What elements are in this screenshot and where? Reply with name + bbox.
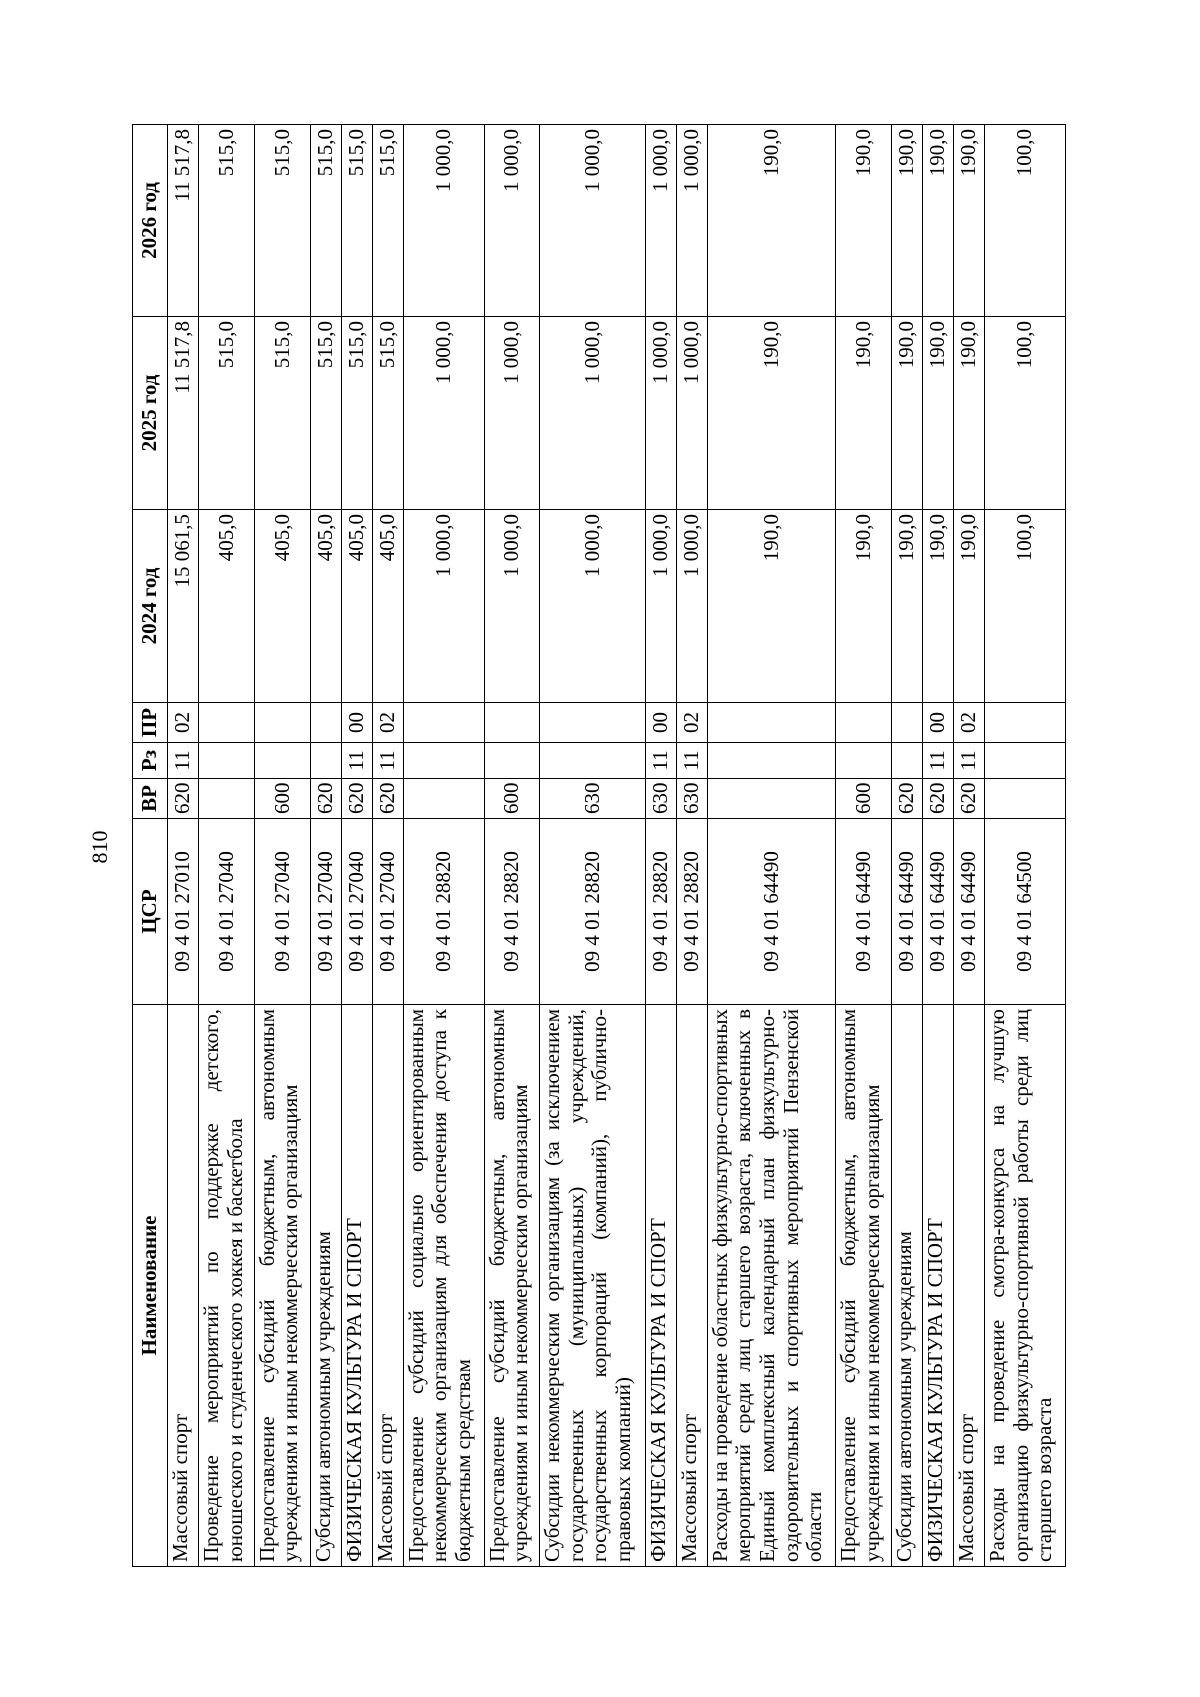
cell-csr: 09 4 01 27040 [254, 819, 310, 1005]
cell-2025: 1 000,0 [484, 317, 540, 510]
cell-vr [707, 779, 835, 819]
cell-2026: 1 000,0 [540, 125, 646, 317]
cell-2026: 100,0 [985, 125, 1066, 317]
cell-csr: 09 4 01 27040 [199, 819, 255, 1005]
cell-vr: 620 [168, 779, 199, 819]
cell-vr: 620 [341, 779, 372, 819]
cell-rz: 11 [954, 743, 985, 779]
cell-name: Массовый спорт [372, 1005, 403, 1567]
cell-2025: 11 517,8 [168, 317, 199, 510]
cell-rz [403, 743, 484, 779]
cell-2026: 190,0 [954, 125, 985, 317]
cell-name: ФИЗИЧЕСКАЯ КУЛЬТУРА И СПОРТ [645, 1005, 676, 1567]
cell-rz [540, 743, 646, 779]
cell-rz: 11 [923, 743, 954, 779]
table-row [484, 125, 540, 1567]
cell-name: Предоставление субсидий бюджетным, автономным учреждениям и иным некоммерческим организациям [254, 1005, 310, 1567]
cell-2025: 1 000,0 [676, 317, 707, 510]
cell-2024: 405,0 [199, 510, 255, 703]
page-number: 810 [87, 830, 112, 864]
cell-name: Проведение мероприятий по поддержке детского, юношеского и студенческого хоккея и баскетбола [199, 1005, 255, 1567]
cell-vr: 600 [254, 779, 310, 819]
cell-pr [985, 703, 1066, 743]
cell-vr: 630 [645, 779, 676, 819]
cell-csr: 09 4 01 28820 [676, 819, 707, 1005]
cell-2026: 1 000,0 [676, 125, 707, 317]
cell-rz: 11 [645, 743, 676, 779]
cell-csr: 09 4 01 27040 [372, 819, 403, 1005]
table-row [540, 125, 646, 1567]
rotated-table-container [132, 125, 1066, 1567]
table-header-row [133, 125, 168, 1567]
table-row [892, 125, 923, 1567]
cell-vr [403, 779, 484, 819]
cell-2025: 190,0 [707, 317, 835, 510]
cell-pr: 02 [168, 703, 199, 743]
cell-name: ФИЗИЧЕСКАЯ КУЛЬТУРА И СПОРТ [341, 1005, 372, 1567]
cell-2025: 1 000,0 [540, 317, 646, 510]
cell-name: Массовый спорт [168, 1005, 199, 1567]
cell-csr: 09 4 01 27010 [168, 819, 199, 1005]
cell-rz: 11 [341, 743, 372, 779]
cell-csr: 09 4 01 28820 [403, 819, 484, 1005]
cell-rz [707, 743, 835, 779]
cell-2024: 405,0 [372, 510, 403, 703]
cell-vr: 630 [540, 779, 646, 819]
cell-2024: 190,0 [923, 510, 954, 703]
cell-2025: 515,0 [372, 317, 403, 510]
cell-2024: 190,0 [707, 510, 835, 703]
cell-name: Расходы на проведение смотра-конкурса на лучшую организацию физкультурно-спортивной работы среди лиц старшего возраста [985, 1005, 1066, 1567]
cell-2025: 515,0 [199, 317, 255, 510]
cell-pr [310, 703, 341, 743]
cell-vr [199, 779, 255, 819]
cell-2024: 15 061,5 [168, 510, 199, 703]
cell-2026: 515,0 [199, 125, 255, 317]
header-rz: Рз [133, 743, 168, 779]
table-row [954, 125, 985, 1567]
cell-2026: 1 000,0 [403, 125, 484, 317]
cell-rz [199, 743, 255, 779]
cell-2026: 190,0 [923, 125, 954, 317]
cell-vr: 620 [954, 779, 985, 819]
cell-2026: 190,0 [707, 125, 835, 317]
table-row [985, 125, 1066, 1567]
header-csr: ЦСР [133, 819, 168, 1005]
cell-2025: 515,0 [341, 317, 372, 510]
cell-pr: 00 [341, 703, 372, 743]
cell-name: Субсидии некоммерческим организациям (за исключением государственных (муниципальных) учреждений, государственных корпораций (компаний), публично-правовых компаний) [540, 1005, 646, 1567]
cell-pr: 00 [645, 703, 676, 743]
cell-pr [403, 703, 484, 743]
cell-pr [484, 703, 540, 743]
cell-2025: 190,0 [923, 317, 954, 510]
cell-2024: 190,0 [836, 510, 892, 703]
table-row [254, 125, 310, 1567]
cell-name: Расходы на проведение областных физкультурно-спортивных мероприятий среди лиц старшего возраста, включенных в Единый комплексный календарный план физкультурно-оздоровительных и спортивных мероприятий Пензенской области [707, 1005, 835, 1567]
cell-2025: 190,0 [954, 317, 985, 510]
cell-2025: 190,0 [836, 317, 892, 510]
table-row [707, 125, 835, 1567]
cell-rz: 11 [676, 743, 707, 779]
header-pr: ПР [133, 703, 168, 743]
cell-rz [836, 743, 892, 779]
cell-csr: 09 4 01 64490 [892, 819, 923, 1005]
cell-rz [484, 743, 540, 779]
cell-pr: 00 [923, 703, 954, 743]
cell-2026: 515,0 [310, 125, 341, 317]
cell-csr: 09 4 01 27040 [341, 819, 372, 1005]
table-row [341, 125, 372, 1567]
cell-2024: 405,0 [341, 510, 372, 703]
header-2026: 2026 год [133, 125, 168, 317]
budget-table [132, 124, 1066, 1567]
cell-rz [310, 743, 341, 779]
cell-pr: 02 [676, 703, 707, 743]
cell-pr [254, 703, 310, 743]
cell-2026: 11 517,8 [168, 125, 199, 317]
cell-vr: 620 [372, 779, 403, 819]
cell-vr: 620 [892, 779, 923, 819]
cell-csr: 09 4 01 27040 [310, 819, 341, 1005]
cell-pr: 02 [372, 703, 403, 743]
cell-pr [540, 703, 646, 743]
cell-2025: 1 000,0 [403, 317, 484, 510]
table-row [168, 125, 199, 1567]
table-row [403, 125, 484, 1567]
cell-csr: 09 4 01 64490 [707, 819, 835, 1005]
cell-2024: 1 000,0 [540, 510, 646, 703]
cell-vr [985, 779, 1066, 819]
cell-csr: 09 4 01 64490 [954, 819, 985, 1005]
cell-csr: 09 4 01 28820 [540, 819, 646, 1005]
header-2025: 2025 год [133, 317, 168, 510]
header-2024: 2024 год [133, 510, 168, 703]
cell-name: Массовый спорт [954, 1005, 985, 1567]
cell-pr [836, 703, 892, 743]
cell-csr: 09 4 01 64490 [923, 819, 954, 1005]
table-row [372, 125, 403, 1567]
cell-vr: 620 [923, 779, 954, 819]
cell-2024: 1 000,0 [645, 510, 676, 703]
cell-vr: 600 [484, 779, 540, 819]
cell-rz [892, 743, 923, 779]
table-row [676, 125, 707, 1567]
cell-vr: 620 [310, 779, 341, 819]
cell-2026: 1 000,0 [484, 125, 540, 317]
cell-name: Предоставление субсидий бюджетным, автономным учреждениям и иным некоммерческим организациям [484, 1005, 540, 1567]
cell-2024: 1 000,0 [403, 510, 484, 703]
cell-rz [254, 743, 310, 779]
cell-2024: 405,0 [310, 510, 341, 703]
header-vr: ВР [133, 779, 168, 819]
cell-pr [199, 703, 255, 743]
table-row [923, 125, 954, 1567]
cell-2024: 1 000,0 [676, 510, 707, 703]
cell-2026: 190,0 [836, 125, 892, 317]
cell-rz: 11 [168, 743, 199, 779]
cell-2026: 515,0 [372, 125, 403, 317]
cell-name: ФИЗИЧЕСКАЯ КУЛЬТУРА И СПОРТ [923, 1005, 954, 1567]
cell-2025: 515,0 [310, 317, 341, 510]
cell-name: Массовый спорт [676, 1005, 707, 1567]
cell-pr: 02 [954, 703, 985, 743]
cell-2024: 405,0 [254, 510, 310, 703]
cell-name: Предоставление субсидий бюджетным, автономным учреждениям и иным некоммерческим организациям [836, 1005, 892, 1567]
cell-2025: 190,0 [892, 317, 923, 510]
table-row [310, 125, 341, 1567]
cell-2025: 515,0 [254, 317, 310, 510]
cell-2024: 100,0 [985, 510, 1066, 703]
table-row [836, 125, 892, 1567]
cell-csr: 09 4 01 28820 [645, 819, 676, 1005]
cell-pr [892, 703, 923, 743]
cell-2024: 190,0 [892, 510, 923, 703]
cell-pr [707, 703, 835, 743]
cell-2024: 1 000,0 [484, 510, 540, 703]
cell-2024: 190,0 [954, 510, 985, 703]
cell-vr: 630 [676, 779, 707, 819]
cell-2025: 100,0 [985, 317, 1066, 510]
cell-name: Субсидии автономным учреждениям [310, 1005, 341, 1567]
cell-rz [985, 743, 1066, 779]
table-row [199, 125, 255, 1567]
cell-2026: 515,0 [254, 125, 310, 317]
cell-rz: 11 [372, 743, 403, 779]
cell-csr: 09 4 01 64490 [836, 819, 892, 1005]
cell-name: Предоставление субсидий социально ориентированным некоммерческим организациям для обеспечения доступа к бюджетным средствам [403, 1005, 484, 1567]
header-name: Наименование [133, 1005, 168, 1567]
cell-2026: 190,0 [892, 125, 923, 317]
cell-csr: 09 4 01 64500 [985, 819, 1066, 1005]
table-row [645, 125, 676, 1567]
cell-2026: 515,0 [341, 125, 372, 317]
cell-vr: 600 [836, 779, 892, 819]
cell-2025: 1 000,0 [645, 317, 676, 510]
cell-csr: 09 4 01 28820 [484, 819, 540, 1005]
cell-2026: 1 000,0 [645, 125, 676, 317]
cell-name: Субсидии автономным учреждениям [892, 1005, 923, 1567]
